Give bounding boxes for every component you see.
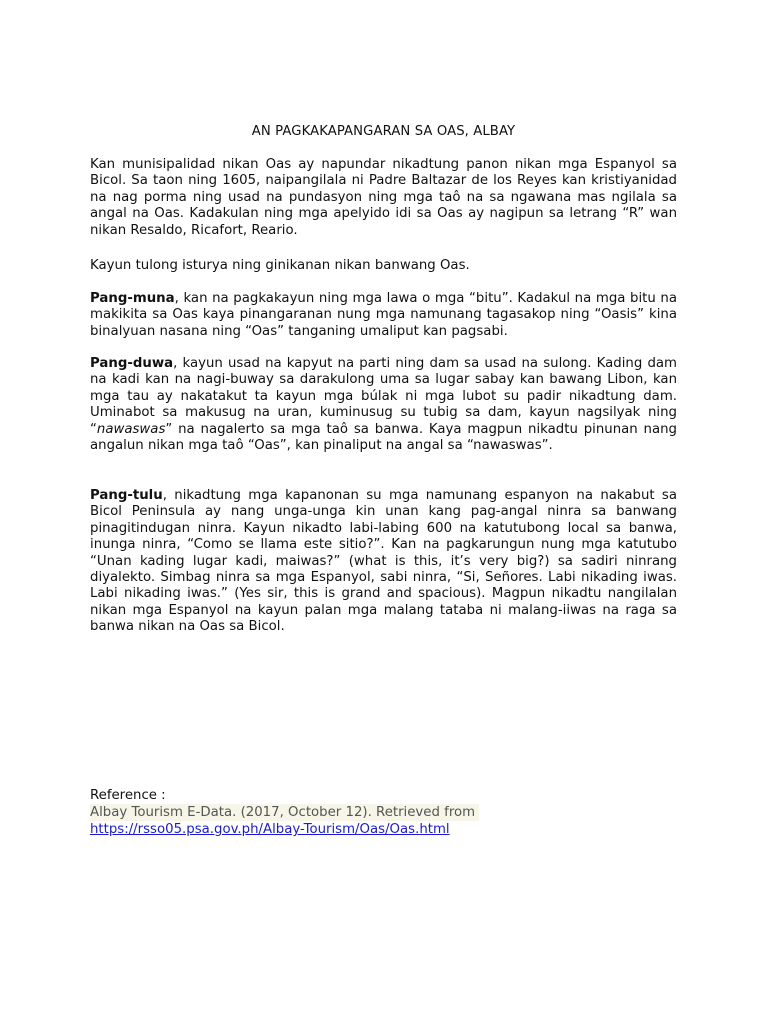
section-label-1: Pang-muna bbox=[90, 291, 175, 306]
reference-citation: Albay Tourism E-Data. (2017, October 12). Retrieved from bbox=[90, 804, 479, 821]
section-paragraph-3 bbox=[90, 488, 677, 636]
section-text-2a: , kayun usad na kapyut na parti ning dam sa usad na sulong. Kading dam na kadi kan na nagi-buway sa darakulong uma sa lugar sabay kan bawang Libon, kan mga tau ay nakatakut ta kayun mga búlak ni mga lubot su padir nikadtung dam. Uminabot sa makusug na uran, kuminusug su tubig sa dam, kayun nagsilyak ning “ bbox=[90, 356, 677, 437]
intro-paragraph: Kan munisipalidad nikan Oas ay napundar nikadtung panon nikan mga Espanyol sa Bicol. Sa taon ning 1605, naipangilala ni Padre Baltazar de los Reyes kan kristiyanidad na nag porma ning usad na pundasyon ning mga taô na sa ngawana mas ngilala sa angal na Oas. Kadakulan ning mga apelyido idi sa Oas ay nagipun sa letrang “R” wan nikan Resaldo, Ricafort, Reario. bbox=[90, 157, 677, 238]
document-title: AN PAGKAKAPANGARAN SA OAS, ALBAY bbox=[251, 124, 516, 139]
reference-link[interactable]: https://rsso05.psa.gov.ph/Albay-Tourism/Oas/Oas.html bbox=[90, 822, 450, 837]
lead-paragraph: Kayun tulong isturya ning ginikanan nikan banwang Oas. bbox=[90, 258, 470, 273]
section-paragraph-1 bbox=[90, 291, 677, 340]
section-paragraph-2 bbox=[90, 356, 677, 454]
section-text-1: , kan na pagkakayun ning mga lawa o mga “bitu”. Kadakul na mga bitu na makikita sa Oas kaya pinangaranan nung mga namunang tagasakop ning “Oasis” kina binalyuan nasana ning “Oas” tanganing umaliput kan pagsabi. bbox=[90, 291, 677, 339]
section-text-2b: ” na nagalerto sa mga taô sa banwa. Kaya magpun nikadtu pinunan nang angalun nikan mga taô “Oas”, kan pinaliput na angal sa “nawaswas”. bbox=[90, 421, 677, 454]
section-emphasis-2: nawaswas bbox=[96, 421, 166, 437]
reference-label: Reference : bbox=[90, 788, 166, 803]
section-label-2: Pang-duwa bbox=[90, 356, 174, 371]
section-label-3: Pang-tulu bbox=[90, 488, 163, 503]
section-text-3: , nikadtung mga kapanonan su mga namunang espanyon na nakabut sa Bicol Peninsula ay nang unga-unga kin unan kang pag-angal ninra sa banwang pinagitindugan ninra. Kayun nikadto labi-labing 600 na katutubong local sa banwa, inunga ninra, “Como se llama este sitio?”. Kan na pagkarungun nung mga katutubo “Unan kading lugar kadi, maiwas?” (what is this, it’s very big?) sa sadiri ninrang diyalekto. Simbag ninra sa mga Espanyol, sabi ninra, “Si, Señores. Labi nikading iwas. Labi nikading iwas.” (Yes sir, this is grand and spacious). Magpun nikadtu nangilalan nikan mga Espanyol na kayun palan mga malang tataba ni malang-iiwas na raga sa banwa nikan na Oas sa Bicol. bbox=[90, 488, 677, 635]
